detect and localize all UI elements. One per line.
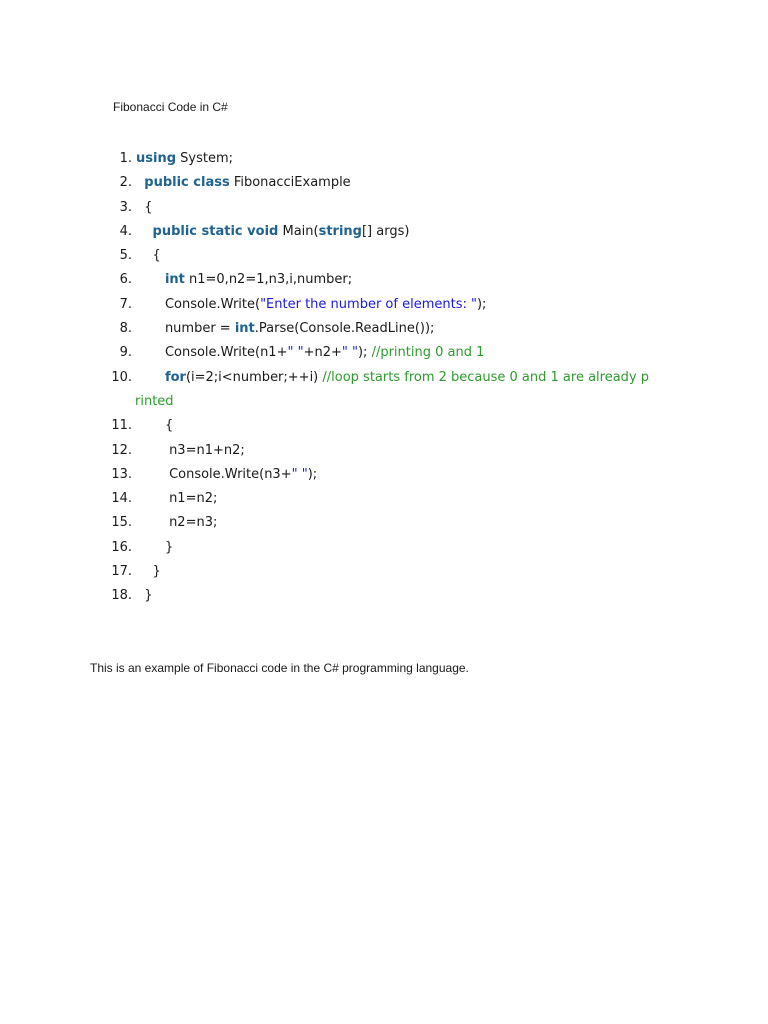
code-text	[136, 244, 161, 268]
code-token: Main(	[278, 223, 319, 239]
code-text	[135, 390, 174, 414]
line-number: 7.	[119, 296, 132, 312]
code-line-continuation	[0, 390, 768, 414]
code-string: " "	[341, 345, 358, 361]
code-indent	[136, 370, 165, 385]
code-token: number =	[164, 321, 235, 337]
code-text	[136, 220, 409, 244]
code-keyword: string	[318, 223, 362, 239]
code-text	[136, 511, 217, 535]
code-line	[0, 268, 768, 292]
code-token: .Parse(Console.ReadLine());	[254, 321, 435, 337]
code-token: {	[144, 199, 153, 215]
code-token: (i=2;i<number;++i)	[185, 369, 323, 385]
line-number: 18.	[111, 588, 132, 604]
code-line	[0, 147, 768, 171]
code-token: );	[476, 296, 487, 312]
code-comment: //printing 0 and 1	[371, 345, 485, 361]
line-number: 6.	[119, 272, 132, 288]
code-token: n1=n2;	[169, 491, 218, 507]
code-token: [] args)	[361, 223, 410, 239]
code-token: Console.Write(	[164, 296, 261, 312]
code-indent	[136, 515, 169, 530]
code-token: Console.Write(n1+	[164, 345, 288, 361]
code-keyword: public static void	[152, 223, 279, 239]
line-number: 8.	[119, 321, 132, 337]
code-line	[0, 220, 768, 244]
code-keyword: public class	[144, 175, 230, 191]
code-comment: rinted	[135, 393, 174, 409]
line-number: 1.	[119, 151, 132, 166]
code-text	[136, 147, 233, 171]
code-text	[136, 317, 434, 341]
code-line	[0, 414, 768, 438]
code-indent	[136, 345, 165, 360]
code-token: );	[357, 345, 372, 361]
line-number: 13.	[111, 466, 132, 482]
line-number: 3.	[119, 199, 132, 215]
line-number: 2.	[119, 175, 132, 191]
code-text	[136, 341, 484, 365]
code-indent	[136, 224, 153, 239]
code-indent	[136, 321, 165, 336]
code-text	[136, 584, 153, 608]
code-token: }	[144, 588, 153, 604]
code-line	[0, 366, 768, 390]
code-token: );	[307, 466, 318, 482]
code-text	[136, 463, 317, 487]
code-token: System;	[176, 151, 234, 166]
code-indent	[136, 418, 165, 433]
code-keyword: int	[164, 272, 185, 288]
code-text	[136, 414, 173, 438]
line-number: 17.	[111, 564, 132, 580]
code-line	[0, 536, 768, 560]
line-number: 12.	[111, 442, 132, 458]
code-token: }	[152, 564, 161, 580]
code-indent	[136, 272, 165, 287]
code-comment: //loop starts from 2 because 0 and 1 are already p	[322, 369, 650, 385]
code-token: Console.Write(n3+	[169, 466, 292, 482]
code-text	[136, 439, 245, 463]
code-token: n3=n1+n2;	[169, 442, 245, 458]
code-text	[136, 487, 217, 511]
code-line	[0, 341, 768, 365]
line-number: 9.	[119, 345, 132, 361]
code-line	[0, 244, 768, 268]
code-token: {	[152, 248, 161, 264]
code-keyword: int	[234, 321, 255, 337]
code-line	[0, 171, 768, 195]
code-indent	[136, 564, 153, 579]
page-title: Fibonacci Code in C#	[113, 100, 228, 114]
code-token: }	[164, 539, 174, 555]
code-token: {	[164, 418, 174, 434]
line-number: 4.	[119, 223, 132, 239]
code-text	[136, 171, 351, 195]
code-text	[136, 560, 161, 584]
code-listing	[0, 147, 768, 609]
code-line	[0, 293, 768, 317]
line-number: 16.	[111, 539, 132, 555]
code-text	[136, 366, 649, 390]
code-line	[0, 463, 768, 487]
code-string: " "	[287, 345, 304, 361]
code-keyword: for	[164, 369, 186, 385]
line-number: 14.	[111, 491, 132, 507]
code-text	[136, 268, 352, 292]
line-number: 5.	[119, 248, 132, 264]
code-string: "Enter the number of elements: "	[260, 296, 477, 312]
code-line	[0, 511, 768, 535]
code-token: n1=0,n2=1,n3,i,number;	[184, 272, 353, 288]
code-indent	[136, 467, 169, 482]
code-line	[0, 196, 768, 220]
code-indent	[136, 443, 169, 458]
code-indent	[136, 248, 153, 263]
code-keyword: using	[136, 151, 177, 166]
code-line	[0, 584, 768, 608]
code-indent	[136, 297, 165, 312]
caption-text: This is an example of Fibonacci code in the C# programming language.	[90, 661, 469, 675]
code-line	[0, 487, 768, 511]
code-line	[0, 317, 768, 341]
code-text	[136, 293, 486, 317]
code-line	[0, 560, 768, 584]
code-indent	[136, 540, 165, 555]
code-line	[0, 439, 768, 463]
code-indent	[136, 491, 169, 506]
code-text	[136, 196, 153, 220]
code-string: " "	[291, 466, 308, 482]
code-token: n2=n3;	[169, 515, 218, 531]
line-number: 11.	[111, 418, 132, 434]
line-number: 10.	[111, 369, 132, 385]
line-number: 15.	[111, 515, 132, 531]
code-token: FibonacciExample	[229, 175, 351, 191]
code-token: +n2+	[303, 345, 342, 361]
code-text	[136, 536, 173, 560]
